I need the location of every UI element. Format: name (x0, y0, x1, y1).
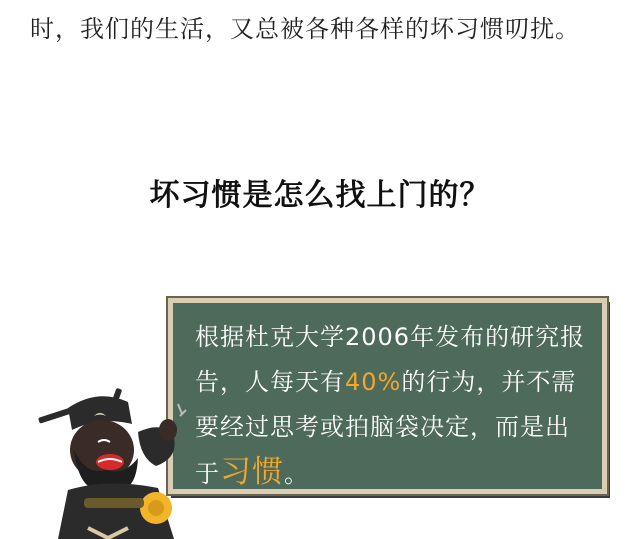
board-text-part2: 的行为，并不需要经过思考或拍脑袋决定，而是出于 (195, 368, 577, 488)
highlight-percent: 40% (345, 368, 402, 396)
highlight-keyword: 习惯 (220, 454, 284, 490)
chalkboard-text (195, 315, 588, 497)
board-text-part1: 根据杜克大学2006年发布的研究报告，人每天有 (195, 323, 586, 396)
chalkboard (168, 298, 607, 494)
judge-character-illustration (28, 358, 208, 539)
section-heading: 坏习惯是怎么找上门的？ (149, 178, 491, 213)
intro-paragraph: 时，我们的生活，又总被各种各样的坏习惯叨扰。 (30, 15, 580, 43)
board-text-end: 。 (284, 460, 309, 488)
